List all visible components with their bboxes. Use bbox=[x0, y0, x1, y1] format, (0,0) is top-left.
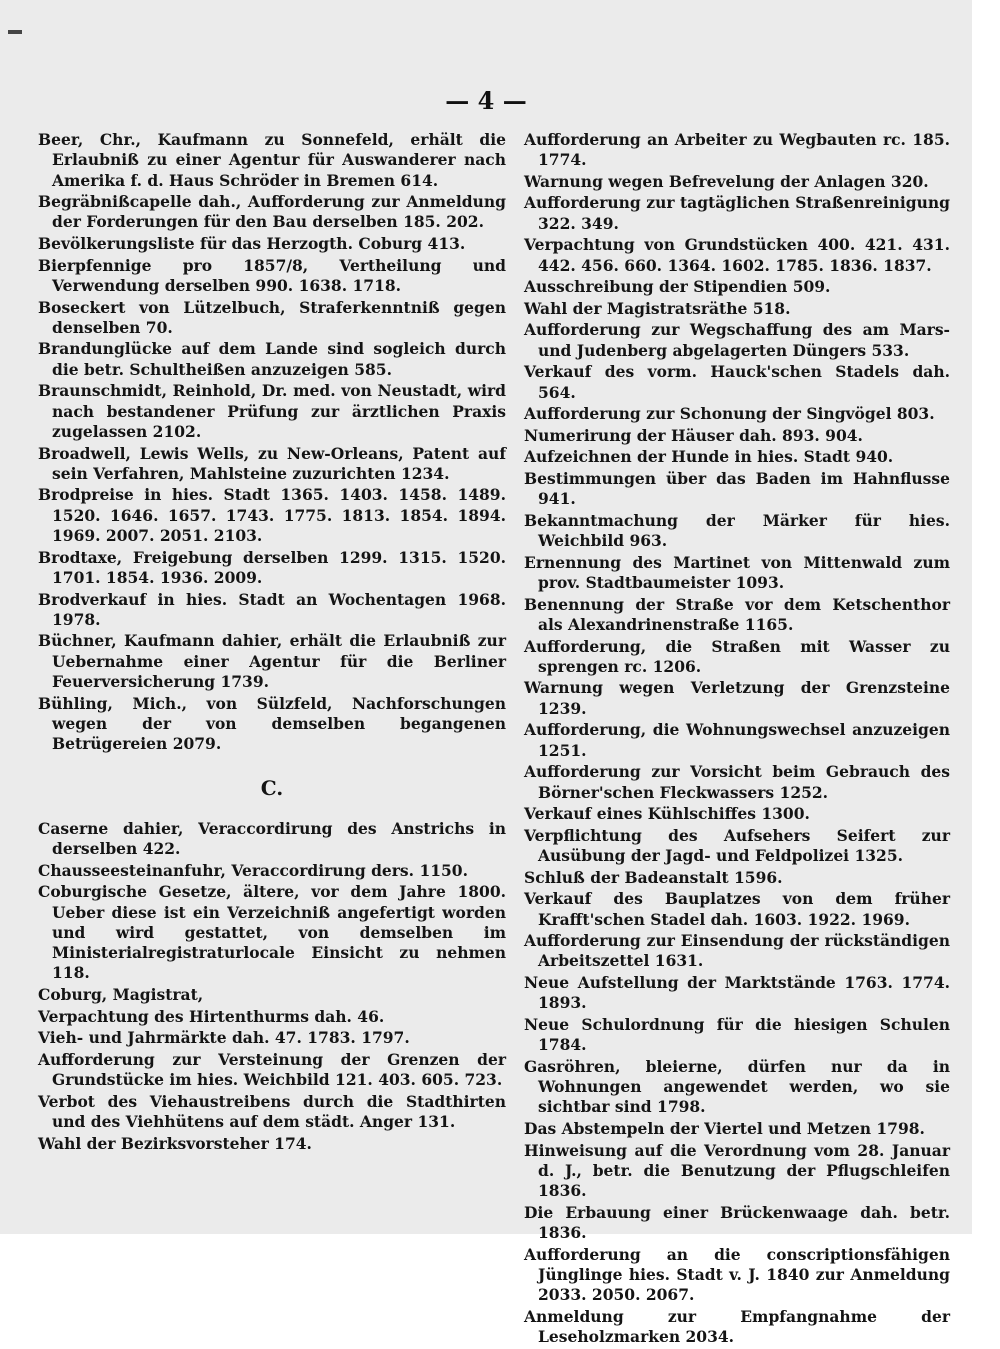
index-entry: Gasröhren, bleierne, dürfen nur da in Wohnungen angewendet werden, wo sie sichtbar sind 1798. bbox=[524, 1056, 950, 1117]
index-entry: Hinweisung auf die Verordnung vom 28. Januar d. J., betr. die Benutzung der Pflugschleifen 1836. bbox=[524, 1140, 950, 1201]
index-entry: Ausschreibung der Stipendien 509. bbox=[524, 277, 831, 297]
index-entry: Anmeldung zur Empfangnahme der Leseholzmarken 2034. bbox=[524, 1306, 950, 1347]
index-entry: Broadwell, Lewis Wells, zu New-Orleans, Patent auf sein Verfahren, Mahlsteine zuzurichten 1234. bbox=[38, 443, 506, 483]
index-entry: Brodverkauf in hies. Stadt an Wochentagen 1968. 1978. bbox=[38, 589, 506, 629]
section-heading-c: C. bbox=[260, 776, 284, 801]
index-entry: Vieh- und Jahrmärkte dah. 47. 1783. 1797. bbox=[38, 1028, 410, 1048]
index-entry: Verpflichtung des Aufsehers Seifert zur Ausübung der Jagd- und Feldpolizei 1325. bbox=[524, 825, 950, 866]
index-entry: Aufforderung zur Schonung der Singvögel 803. bbox=[524, 404, 935, 424]
scan-mark bbox=[8, 30, 22, 34]
index-entry: Warnung wegen Verletzung der Grenzsteine 1239. bbox=[524, 678, 950, 718]
index-entry: Coburg, Magistrat, bbox=[38, 985, 204, 1005]
index-entry: Begräbnißcapelle dah., Aufforderung zur Anmeldung der Forderungen für den Bau derselben 185. 202. bbox=[38, 192, 506, 232]
index-entry: Aufzeichnen der Hunde in hies. Stadt 940. bbox=[524, 447, 894, 467]
index-entry: Aufforderung zur Versteinung der Grenzen der Grundstücke im hies. Weichbild 121. 403. 605. 723. bbox=[38, 1049, 506, 1090]
page-number: — 4 — bbox=[445, 86, 527, 115]
index-entry: Verkauf des vorm. Hauck'schen Stadels dah. 564. bbox=[524, 362, 950, 402]
index-entry: Aufforderung zur Wegschaffung des am Mars- und Judenberg abgelagerten Düngers 533. bbox=[524, 320, 950, 360]
index-entry: Bevölkerungsliste für das Herzogth. Coburg 413. bbox=[38, 234, 466, 254]
index-entry: Aufforderung, die Straßen mit Wasser zu sprengen rc. 1206. bbox=[524, 636, 950, 676]
entry-list-c bbox=[38, 819, 506, 1154]
index-entry: Aufforderung an Arbeiter zu Wegbauten rc. 185. 1774. bbox=[524, 130, 950, 170]
index-entry: Neue Aufstellung der Marktstände 1763. 1774. 1893. bbox=[524, 973, 950, 1013]
index-entry: Das Abstempeln der Viertel und Metzen 1798. bbox=[524, 1118, 925, 1138]
entry-list-b bbox=[38, 130, 506, 754]
index-entry: Brodpreise in hies. Stadt 1365. 1403. 1458. 1489. 1520. 1646. 1657. 1743. 1775. 1813. 1854. 1894. 1969. 2007. 2051. 2103. bbox=[38, 485, 506, 546]
right-column bbox=[524, 130, 950, 1349]
index-entry: Die Erbauung einer Brückenwaage dah. betr. 1836. bbox=[524, 1202, 950, 1243]
index-entry: Büchner, Kaufmann dahier, erhält die Erlaubniß zur Uebernahme einer Agentur für die Berliner Feuerversicherung 1739. bbox=[38, 631, 506, 691]
index-entry: Brodtaxe, Freigebung derselben 1299. 1315. 1520. 1701. 1854. 1936. 2009. bbox=[38, 547, 506, 587]
index-entry: Verpachtung von Grundstücken 400. 421. 431. 442. 456. 660. 1364. 1602. 1785. 1836. 1837. bbox=[524, 235, 950, 275]
index-entry: Aufforderung zur Einsendung der rückständigen Arbeitszettel 1631. bbox=[524, 931, 950, 971]
index-entry: Coburgische Gesetze, ältere, vor dem Jahre 1800. Ueber diese ist ein Verzeichniß angefertigt worden und wird gestattet, von demselben im Ministerialregistraturlocale Einsicht zu nehmen 118. bbox=[38, 882, 506, 983]
scan-border bbox=[972, 0, 1000, 1234]
index-entry: Verpachtung des Hirtenthurms dah. 46. bbox=[38, 1006, 385, 1026]
index-entry: Ernennung des Martinet von Mittenwald zum prov. Stadtbaumeister 1093. bbox=[524, 552, 950, 593]
index-entry: Bekanntmachung der Märker für hies. Weichbild 963. bbox=[524, 510, 950, 551]
index-entry: Neue Schulordnung für die hiesigen Schulen 1784. bbox=[524, 1014, 950, 1055]
index-entry: Verbot des Viehaustreibens durch die Stadthirten und des Viehhütens auf dem städt. Anger 131. bbox=[38, 1091, 506, 1131]
index-entry: Wahl der Bezirksvorsteher 174. bbox=[38, 1133, 312, 1153]
index-entry: Verkauf eines Kühlschiffes 1300. bbox=[524, 804, 810, 824]
left-column bbox=[38, 130, 506, 1155]
index-entry: Chausseesteinanfuhr, Veraccordirung ders. 1150. bbox=[38, 860, 468, 880]
index-entry: Numerirung der Häuser dah. 893. 904. bbox=[524, 425, 863, 445]
index-entry: Bühling, Mich., von Sülzfeld, Nachforschungen wegen der von demselben begangenen Betrügereien 2079. bbox=[38, 693, 506, 754]
index-entry: Caserne dahier, Veraccordirung des Anstrichs in derselben 422. bbox=[38, 818, 506, 859]
index-entry: Beer, Chr., Kaufmann zu Sonnefeld, erhält die Erlaubniß zu einer Agentur für Auswanderer nach Amerika f. d. Haus Schröder in Bremen 614. bbox=[38, 130, 506, 190]
index-entry: Aufforderung zur Vorsicht beim Gebrauch des Börner'schen Fleckwassers 1252. bbox=[524, 762, 950, 802]
index-entry: Benennung der Straße vor dem Ketschenthor als Alexandrinenstraße 1165. bbox=[524, 594, 950, 634]
index-entry: Brandunglücke auf dem Lande sind sogleich durch die betr. Schultheißen anzuzeigen 585. bbox=[38, 339, 506, 379]
index-entry: Wahl der Magistratsräthe 518. bbox=[524, 298, 791, 318]
index-entry: Braunschmidt, Reinhold, Dr. med. von Neustadt, wird nach bestandener Prüfung zur ärztlichen Praxis zugelassen 2102. bbox=[38, 381, 506, 441]
index-entry: Bestimmungen über das Baden im Hahnflusse 941. bbox=[524, 469, 950, 509]
index-entry: Aufforderung zur tagtäglichen Straßenreinigung 322. 349. bbox=[524, 193, 950, 233]
index-entry: Boseckert von Lützelbuch, Straferkenntniß gegen denselben 70. bbox=[38, 297, 506, 337]
index-entry: Bierpfennige pro 1857/8, Vertheilung und Verwendung derselben 990. 1638. 1718. bbox=[38, 255, 506, 295]
index-entry: Aufforderung, die Wohnungswechsel anzuzeigen 1251. bbox=[524, 720, 950, 760]
index-entry: Schluß der Badeanstalt 1596. bbox=[524, 867, 783, 887]
index-entry: Verkauf des Bauplatzes von dem früher Krafft'schen Stadel dah. 1603. 1922. 1969. bbox=[524, 889, 950, 929]
index-entry: Warnung wegen Befrevelung der Anlagen 320. bbox=[524, 171, 929, 191]
index-entry: Aufforderung an die conscriptionsfähigen Jünglinge hies. Stadt v. J. 1840 zur Anmeldung 2033. 2050. 2067. bbox=[524, 1244, 950, 1305]
